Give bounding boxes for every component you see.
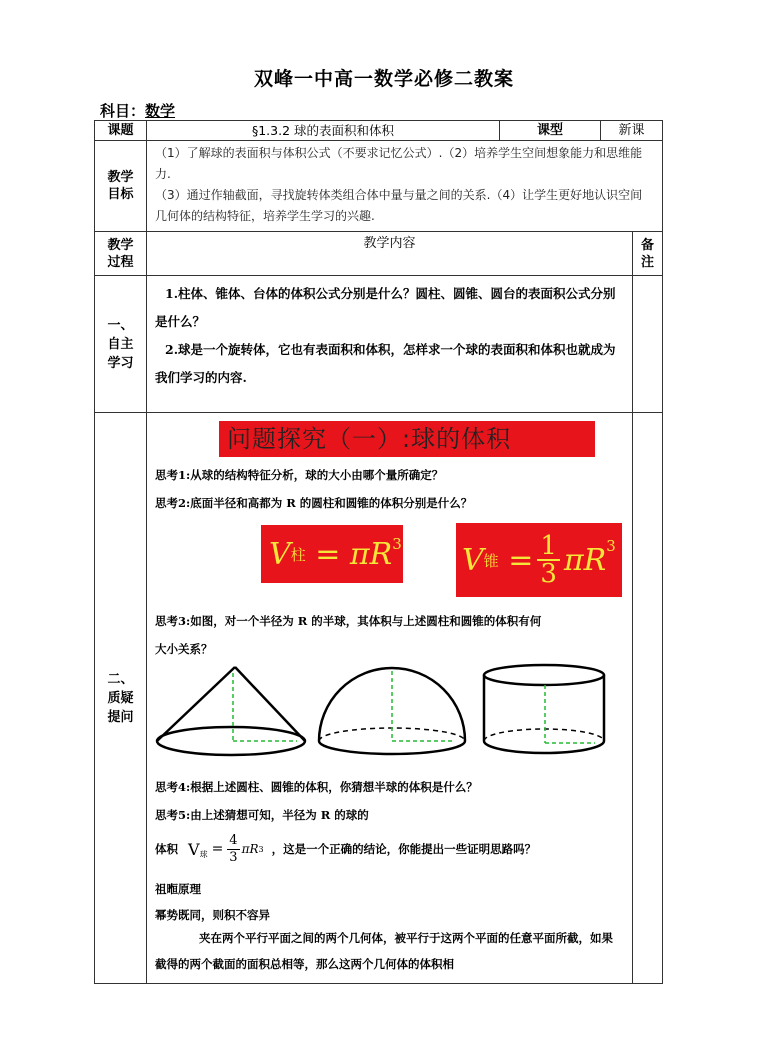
content-header: 教学内容	[147, 232, 633, 276]
cone-rhs: πR	[563, 542, 607, 578]
section2-label-line1: 二、	[107, 671, 134, 687]
solids-figure	[155, 663, 615, 773]
vol-den: 3	[229, 849, 238, 865]
goals-label-line2: 目标	[107, 187, 134, 202]
cone-exp: 3	[606, 537, 616, 555]
cone-sub: 锥	[483, 551, 499, 570]
think4: 思考4:根据上述圆柱、圆锥的体积，你猜想半球的体积是什么？	[155, 780, 478, 794]
section1-notes	[633, 276, 663, 413]
vol-sub: 球	[199, 849, 208, 859]
vol-exp: 3	[258, 844, 264, 854]
cone-fraction	[537, 533, 560, 587]
goals-text1: （1）了解球的表面积与体积公式（不要求记忆公式）.（2）培养学生空间想象能力和思维能力.	[155, 146, 643, 181]
cyl-sub: 柱	[290, 545, 306, 564]
vol-prefix: 体积	[155, 842, 178, 856]
topic-value: §1.3.2 球的表面积和体积	[147, 121, 500, 141]
section2-label-line2: 质疑	[107, 690, 134, 706]
section1-label-line1: 一、	[107, 317, 134, 333]
think2: 思考2:底面半径和高都为 R 的圆柱和圆锥的体积分别是什么？	[155, 496, 473, 510]
cyl-exp: 3	[392, 535, 402, 553]
notes-header-line1: 备	[641, 237, 655, 253]
process-label	[95, 232, 147, 276]
vol-rhs: πR	[241, 842, 259, 856]
cyl-rhs: = πR	[315, 536, 393, 572]
goals-label-line1: 教学	[107, 170, 134, 185]
section2-label-line3: 提问	[107, 709, 134, 725]
think3b: 大小关系？	[155, 642, 213, 656]
process-label-line1: 教学	[107, 237, 134, 253]
goals-text2: （3）通过作轴截面，寻找旋转体类组合体中量与量之间的关系.（4）让学生更好地认识空间几何体的结构特征，培养学生学习的兴趣.	[155, 188, 643, 223]
topic-label: 课题	[95, 121, 147, 141]
section1-label-line2: 自主	[107, 336, 134, 352]
document-title: 双峰一中高一数学必修二教案	[253, 68, 514, 90]
process-header-row	[95, 232, 663, 276]
cone-v: V	[462, 542, 484, 578]
vol-eq: =	[211, 841, 224, 857]
cone-den: 3	[540, 559, 557, 589]
section1-q2: 2.球是一个旋转体，它也有表面积和体积，怎样求一个球的表面积和体积也就成为我们学习的内容.	[155, 342, 616, 385]
principle-quote: 幂势既同，则积不容异	[155, 908, 270, 922]
lesson-plan-table	[94, 120, 663, 984]
problem-banner: 问题探究（一）:球的体积	[219, 421, 595, 457]
goals-text	[147, 141, 663, 232]
cone-volume-formula	[456, 523, 622, 597]
goals-row	[95, 141, 663, 232]
notes-header	[633, 232, 663, 276]
cylinder-figure	[484, 665, 604, 753]
think3a: 思考3:如图，对一个半径为 R 的半球，其体积与上述圆柱和圆锥的体积有何	[155, 614, 542, 628]
principle-text: 夹在两个平行平面之间的两个几何体，被平行于这两个平面的任意平面所截，如果截得的两个截面的面积总相等，那么这两个几何体的体积相	[155, 931, 613, 971]
section2-row	[95, 413, 663, 984]
section2-label	[95, 413, 147, 984]
subject-value: 数学	[145, 102, 176, 120]
section2-content	[147, 413, 633, 984]
cone-figure	[157, 667, 305, 755]
think1: 思考1:从球的结构特征分析，球的大小由哪个量所确定？	[155, 468, 444, 482]
vol-v: V	[188, 839, 200, 859]
type-value: 新课	[601, 121, 663, 141]
principle-title: 祖暅原理	[155, 882, 201, 896]
hemisphere-figure	[319, 668, 465, 754]
goals-label	[95, 141, 147, 232]
subject-label: 科目：	[100, 102, 146, 120]
section2-notes	[633, 413, 663, 984]
cylinder-volume-formula	[261, 525, 403, 583]
section1-content	[147, 276, 633, 413]
vol-suffix: ，这是一个正确的结论，你能提出一些证明思路吗？	[271, 842, 537, 856]
notes-header-line2: 注	[641, 254, 655, 270]
section1-label-line3: 学习	[107, 355, 134, 371]
cone-num: 1	[537, 533, 560, 561]
sphere-volume-line	[155, 827, 536, 871]
cone-eq: =	[508, 542, 534, 578]
section1-q1: 1.柱体、锥体、台体的体积公式分别是什么？圆柱、圆锥、圆台的表面积公式分别是什么？	[155, 286, 616, 329]
section1-row	[95, 276, 663, 413]
vol-fraction	[227, 833, 239, 866]
cyl-v: V	[269, 536, 291, 572]
process-label-line2: 过程	[107, 254, 134, 270]
section1-label	[95, 276, 147, 413]
subject-line	[100, 100, 175, 121]
think5: 思考5:由上述猜想可知，半径为 R 的球的	[155, 808, 369, 822]
topic-row	[95, 121, 663, 141]
type-label: 课型	[500, 121, 601, 141]
vol-num: 4	[229, 832, 238, 848]
